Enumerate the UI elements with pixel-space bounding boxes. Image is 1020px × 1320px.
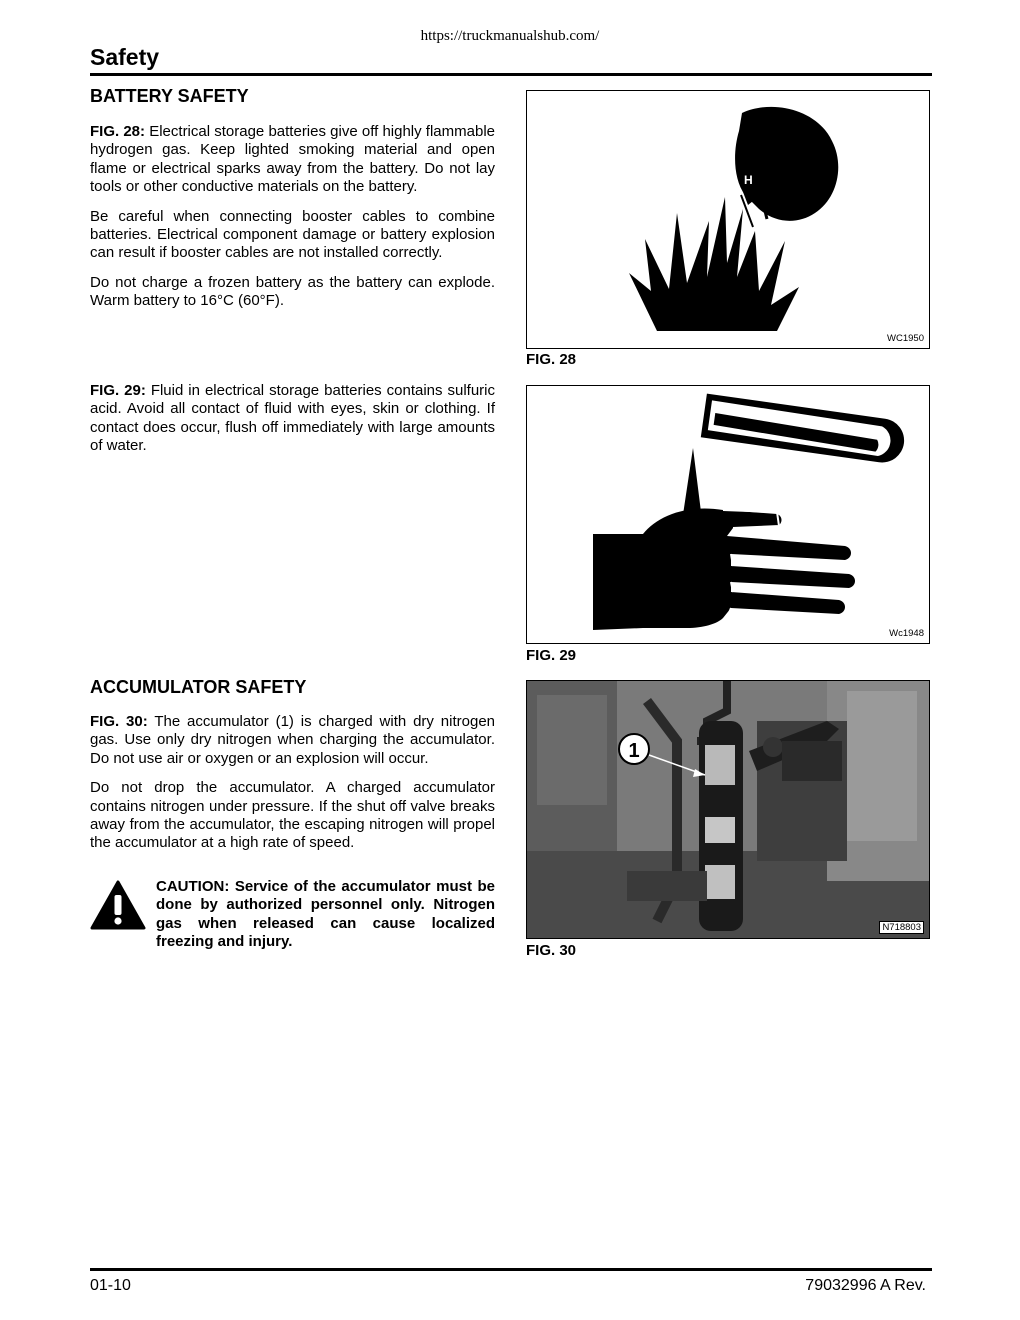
battery-safety-section (90, 86, 495, 322)
fig-29-ref: FIG. 29: (90, 382, 146, 399)
accumulator-safety-heading: ACCUMULATOR SAFETY (90, 677, 307, 697)
caution-text: CAUTION: Service of the accumulator must be done by authorized personnel only. Nitrogen gas when released can cause localized freezing and injury. (156, 878, 495, 951)
figure-30 (526, 680, 930, 939)
battery-paragraph-4: FIG. 29: Fluid in electrical storage batteries contains sulfuric acid. Avoid all contact of fluid with eyes, skin or clothing. If contact does occur, flush off immediately with large amounts of water. (90, 382, 495, 455)
fig-30-code: N718803 (879, 921, 924, 934)
battery-paragraph-3: Do not charge a frozen battery as the battery can explode. Warm battery to 16°C (60°F). (90, 273, 495, 310)
fig-29-code: Wc1948 (889, 628, 924, 639)
header-rule (90, 73, 932, 76)
fig-28-ref: FIG. 28: (90, 123, 146, 140)
footer-rule (90, 1268, 932, 1271)
source-url[interactable]: https://truckmanualshub.com/ (420, 28, 600, 44)
accumulator-paragraph-1: FIG. 30: The accumulator (1) is charged with dry nitrogen gas. Use only dry nitrogen when charging the accumulator. Do not use air or oxygen or an explosion will occur. (90, 713, 495, 767)
accumulator-safety-section (90, 677, 495, 864)
battery-explosion-icon (527, 91, 929, 348)
fig-28-code: WC1950 (887, 333, 924, 344)
warning-triangle-icon (90, 880, 146, 930)
fig-30-label: FIG. 30 (526, 942, 577, 959)
battery-paragraph-2: Be careful when connecting booster cables to combine batteries. Electrical component damage or battery explosion can result if booster cables are not installed correctly. (90, 207, 495, 262)
page-number: 01-10 (90, 1277, 131, 1294)
document-number: 79032996 A Rev. (805, 1277, 926, 1294)
callout-1: 1 (618, 733, 650, 765)
acid-hand-icon (527, 386, 929, 643)
accumulator-photo (527, 681, 929, 938)
svg-text:H: H (744, 173, 753, 187)
accumulator-paragraph-2: Do not drop the accumulator. A charged accumulator contains nitrogen under pressure. If the shut off valve breaks away from the accumulator, the escaping nitrogen will propel the accumulator at a high rate of speed. (90, 779, 495, 852)
fig-29-label: FIG. 29 (526, 647, 577, 664)
fig-30-ref: FIG. 30: (90, 713, 148, 730)
battery-acid-section (90, 382, 495, 467)
section-title: Safety (90, 44, 160, 70)
figure-28 (526, 90, 930, 349)
figure-29 (526, 385, 930, 644)
battery-paragraph-1: FIG. 28: Electrical storage batteries give off highly flammable hydrogen gas. Keep lighted smoking material and open flame or electrical sparks away from the battery. Do not lay tools or other conductive materials on the battery. (90, 123, 496, 196)
battery-safety-heading: BATTERY SAFETY (90, 86, 249, 106)
fig-28-label: FIG. 28 (526, 351, 577, 368)
